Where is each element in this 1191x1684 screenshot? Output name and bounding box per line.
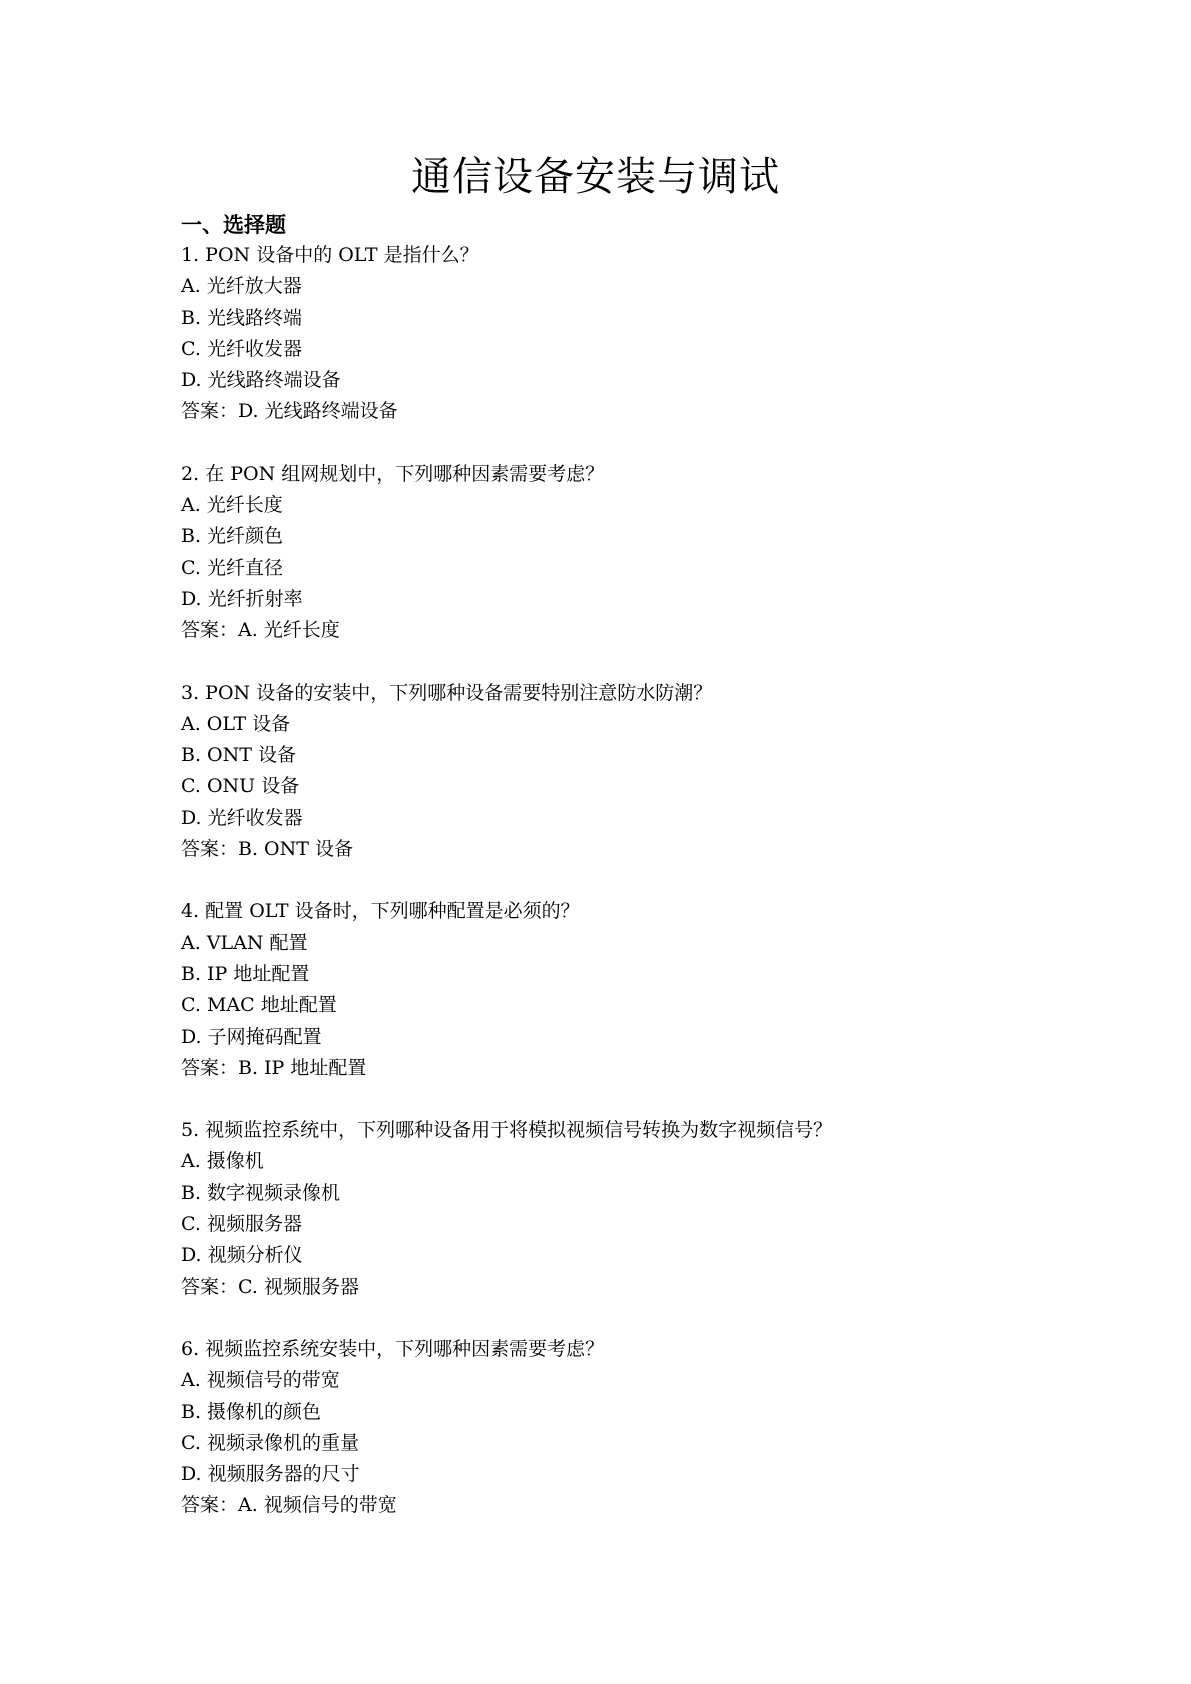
section-heading: 一、选择题 [181,213,286,237]
answer-line: 答案：C. 视频服务器 [181,1275,359,1298]
option-d: D. 光线路终端设备 [181,369,341,392]
question-6 [181,1334,1081,1522]
option-a: A. 光纤放大器 [181,275,302,298]
question-3 [181,678,1081,866]
question-stem: 5. 视频监控系统中，下列哪种设备用于将模拟视频信号转换为数字视频信号？ [181,1119,833,1142]
option-b: B. 数字视频录像机 [181,1181,341,1204]
answer-line: 答案：B. ONT 设备 [181,838,353,861]
option-b: B. ONT 设备 [181,744,296,767]
answer-line: 答案：A. 视频信号的带宽 [181,1494,397,1517]
question-stem: 2. 在 PON 组网规划中，下列哪种因素需要考虑？ [181,462,605,485]
option-a: A. 视频信号的带宽 [181,1369,340,1392]
option-a: A. 光纤长度 [181,494,283,517]
option-c: C. 视频服务器 [181,1213,302,1236]
question-stem: 3. PON 设备的安装中，下列哪种设备需要特别注意防水防潮？ [181,681,713,704]
question-1 [181,240,1081,428]
option-c: C. 视频录像机的重量 [181,1431,359,1454]
option-a: A. OLT 设备 [181,712,291,735]
option-c: C. 光纤收发器 [181,337,302,360]
document-body [181,210,1081,1553]
option-b: B. 光线路终端 [181,306,303,329]
question-2 [181,459,1081,647]
answer-line: 答案：A. 光纤长度 [181,619,340,642]
option-b: B. IP 地址配置 [181,962,310,985]
question-stem: 1. PON 设备中的 OLT 是指什么？ [181,244,479,266]
option-d: D. 视频服务器的尺寸 [181,1463,360,1486]
option-c: C. ONU 设备 [181,775,300,798]
option-d: D. 光纤收发器 [181,806,303,829]
option-b: B. 摄像机的颜色 [181,1400,322,1423]
option-b: B. 光纤颜色 [181,525,284,548]
option-d: D. 视频分析仪 [181,1244,303,1267]
question-5 [181,1115,1081,1303]
option-a: A. 摄像机 [181,1150,264,1173]
option-c: C. MAC 地址配置 [181,994,337,1017]
question-4 [181,896,1081,1084]
option-d: D. 光纤折射率 [181,587,303,610]
option-d: D. 子网掩码配置 [181,1025,322,1048]
answer-line: 答案：D. 光线路终端设备 [181,400,398,423]
question-stem: 6. 视频监控系统安装中，下列哪种因素需要考虑？ [181,1337,605,1360]
answer-line: 答案：B. IP 地址配置 [181,1056,367,1079]
option-c: C. 光纤直径 [181,556,283,579]
document-title: 通信设备安装与调试 [411,154,780,200]
question-stem: 4. 配置 OLT 设备时，下列哪种配置是必须的？ [181,900,580,923]
option-a: A. VLAN 配置 [181,931,308,954]
